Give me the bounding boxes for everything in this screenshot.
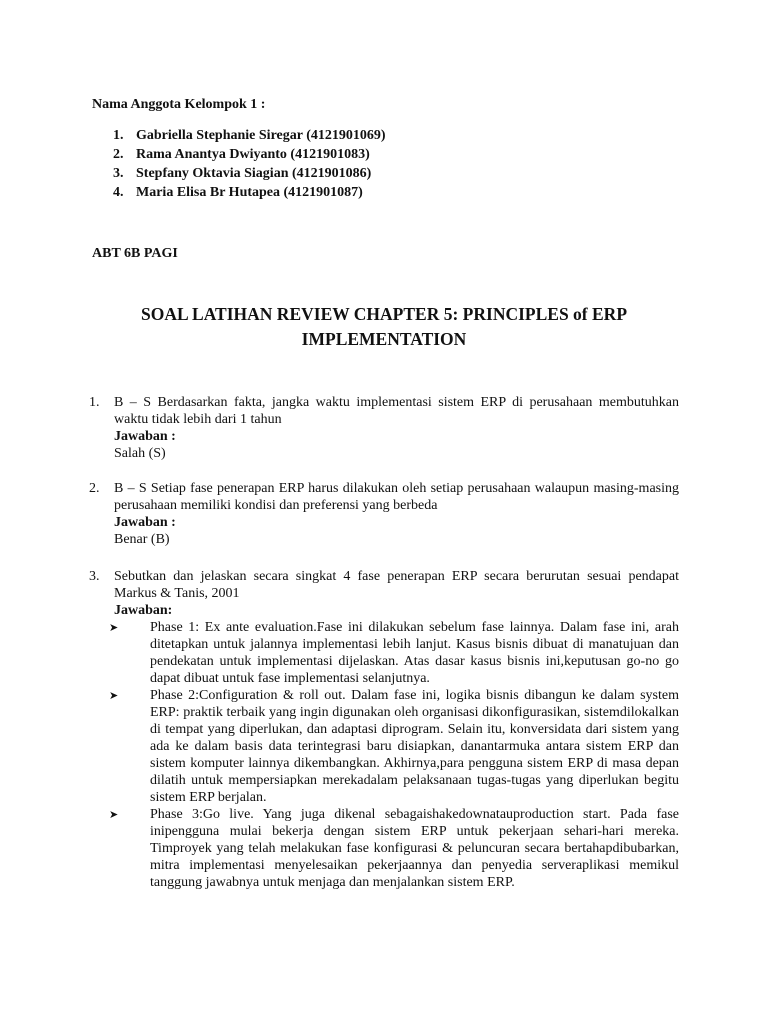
list-item: 3. Stepfany Oktavia Siagian (4121901086) <box>113 166 372 181</box>
answer-label: Jawaban : <box>114 515 176 530</box>
arrow-bullet-icon: ➤ <box>109 808 119 821</box>
question-2 <box>89 480 679 548</box>
list-item: ➤ Phase 2:Configuration & roll out. Dalam fase ini, logika bisnis dibangun ke dalam system ERP: praktik terbaik yang ingin digunakan oleh organisasi dikonfigurasikan, sistemdilokalkan di tempat yang diperlukan, dan adaptasi diprogram. Selain itu, konversidata dari sistem yang ada ke dalam basis data terintegrasi baru disiapkan, danantarmuka antara sistem ERP dan sistem komputer lainnya dikembangkan. Akhirnya,para pengguna sistem ERP di masa depan dilatih untuk mempersiapkan merekadalam pelaksanaan tugas-tugas yang diperlukan begitu sistem ERP berjalan. <box>109 688 679 805</box>
question-number: 1. <box>89 395 100 410</box>
answer-label: Jawaban: <box>114 603 173 618</box>
answer-text: Salah (S) <box>114 446 166 461</box>
document-title: SOAL LATIHAN REVIEW CHAPTER 5: PRINCIPLES of ERP IMPLEMENTATION <box>140 304 628 349</box>
question-text: B – S Setiap fase penerapan ERP harus dilakukan oleh setiap perusahaan walaupun masing-masing perusahaan memiliki kondisi dan preferensi yang berbeda <box>114 481 679 513</box>
answer-label: Jawaban : <box>114 429 176 444</box>
question-3 <box>89 568 679 891</box>
list-item: 2. Rama Anantya Dwiyanto (4121901083) <box>113 147 370 162</box>
question-number: 3. <box>89 569 100 584</box>
list-item: 4. Maria Elisa Br Hutapea (4121901087) <box>113 185 363 200</box>
arrow-bullet-icon: ➤ <box>109 621 119 634</box>
arrow-bullet-icon: ➤ <box>109 689 119 702</box>
list-item: 1. Gabriella Stephanie Siregar (4121901069) <box>113 128 386 143</box>
members-title: Nama Anggota Kelompok 1 : <box>92 97 266 112</box>
answer-text: Benar (B) <box>114 532 170 547</box>
phase-list <box>109 619 679 891</box>
class-label: ABT 6B PAGI <box>92 246 178 261</box>
question-number: 2. <box>89 481 100 496</box>
list-item: ➤ Phase 3:Go live. Yang juga dikenal sebagaishakedownatauproduction start. Pada fase inipengguna mulai bekerja dengan sistem ERP untuk pekerjaan sehari-hari mereka. Timproyek yang telah melakukan fase konfigurasi & peluncuran secara bertahapdibubarkan, mitra implementasi menyelesaikan pekerjaannya dan penyedia serveraplikasi memikul tanggung jawabnya untuk menjaga dan menjalankan sistem ERP. <box>109 807 679 890</box>
question-text: Sebutkan dan jelaskan secara singkat 4 fase penerapan ERP secara berurutan sesuai pendapat Markus & Tanis, 2001 <box>114 569 679 601</box>
question-1 <box>89 394 679 462</box>
members-list <box>113 126 386 202</box>
list-item: ➤ Phase 1: Ex ante evaluation.Fase ini dilakukan sebelum fase lainnya. Dalam fase ini, arah ditetapkan untuk jalannya implementasi lebih lanjut. Kasus bisnis dibuat di manatujuan dan pendekatan untuk implementasi dijelaskan. Atas dasar kasus bisnis ini,keputusan go-no go dapat dibuat untuk fase implementasi selanjutnya. <box>109 620 679 686</box>
question-text: B – S Berdasarkan fakta, jangka waktu implementasi sistem ERP di perusahaan membutuhkan waktu tidak lebih dari 1 tahun <box>114 395 679 427</box>
